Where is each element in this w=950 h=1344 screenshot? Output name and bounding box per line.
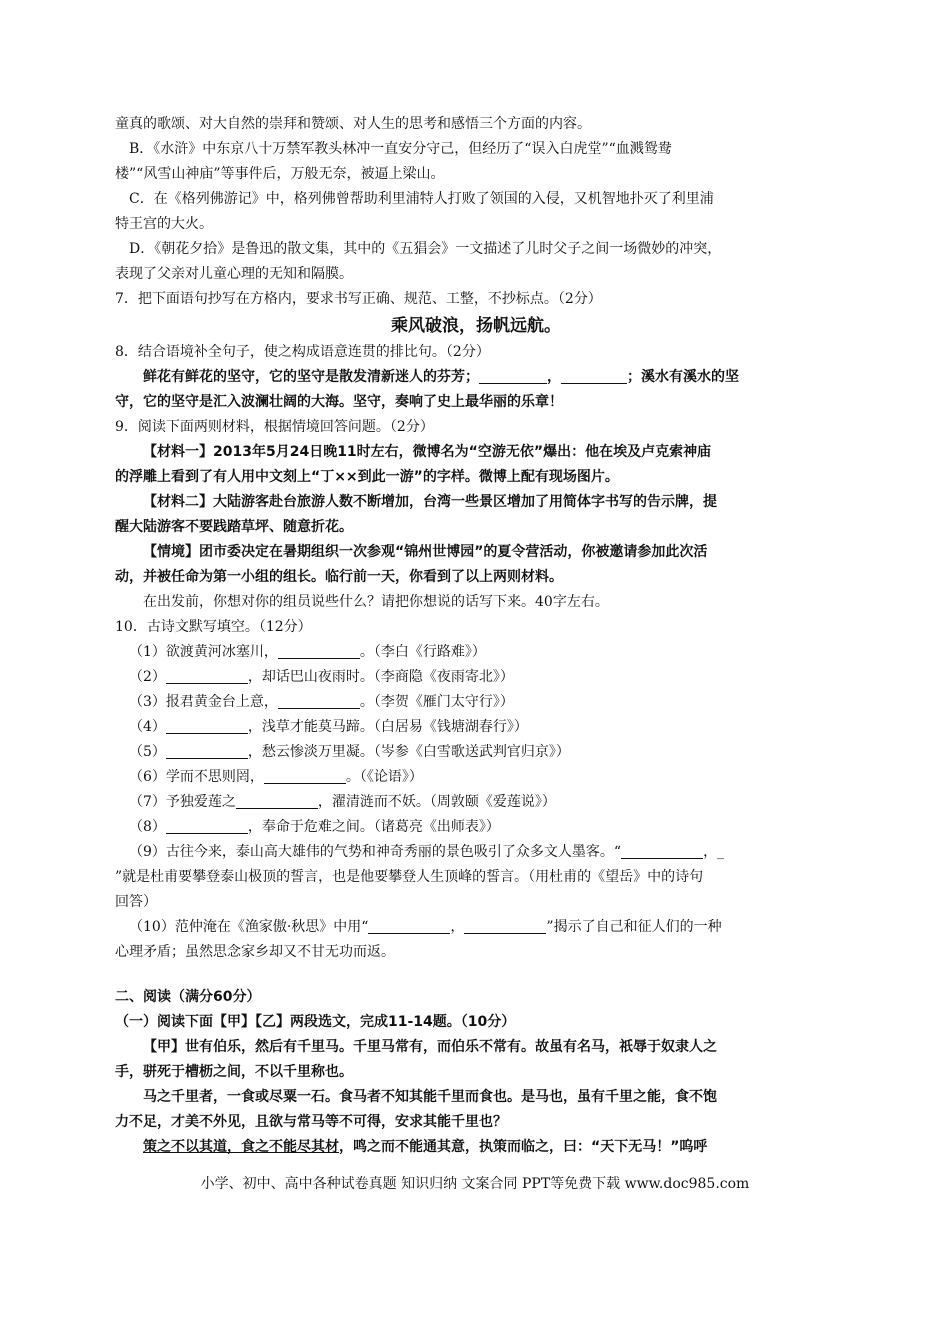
q8-blank-2[interactable] (561, 367, 627, 384)
q7-stem: 7．把下面语句抄写在方格内，要求书写正确、规范、工整，不抄标点。（2分） (115, 291, 602, 307)
q6-option-c-cont: 特王宫的大火。 (115, 216, 213, 232)
q9-material-1: 【材料一】2013年5月24日晚11时左右，微博名为“空游无依”爆出：他在埃及卢克索神庙 (143, 444, 712, 460)
q9-material-2-cont: 醒大陆游客不要践踏草坪、随意折花。 (115, 519, 353, 535)
q9-stem: 9．阅读下面两则材料，根据情境回答问题。（2分） (115, 419, 434, 435)
q10-blank-5[interactable] (166, 742, 248, 759)
q10-item-9: （9）古往今来，泰山高大雄伟的气势和神奇秀丽的景色吸引了众多文人墨客。“ ，_ (129, 844, 725, 860)
q9-situation-cont: 动，并被任命为第一小组的组长。临行前一天，你看到了以上两则材料。 (115, 569, 563, 585)
q8-sentence (115, 365, 837, 390)
underlined-phrase: 策之不以其道，食之不能尽其材 (143, 1139, 339, 1155)
q10-item-10: （10）范仲淹在《渔家傲·秋思》中用“ ， ”揭示了自己和征人们的一种 (129, 919, 722, 935)
q8-part-1: 鲜花有鲜花的坚守，它的坚守是散发清新迷人的芬芳； (143, 369, 479, 385)
q9-ask: 在出发前，你想对你的组员说些什么？请把你想说的话写下来。40字左右。 (143, 594, 609, 610)
q8-comma: ， (547, 369, 561, 385)
q6-option-d-cont: 表现了父亲对儿童心理的无知和隔膜。 (115, 266, 353, 282)
q10-item-9-cont: ”就是杜甫要攀登泰山极顶的誓言，也是他要攀登人生顶峰的誓言。（用杜甫的《望岳》中的诗句 (115, 869, 704, 885)
q10-blank-9[interactable] (621, 842, 703, 859)
q8-blank-1[interactable] (479, 367, 547, 384)
q10-item-3: （3）报君黄金台上意， 。（李贺《雁门太守行》） (129, 694, 514, 710)
q10-item-1: （1）欲渡黄河冰塞川， 。（李白《行路难》） (129, 644, 486, 660)
q10-stem: 10．古诗文默写填空。（12分） (115, 619, 312, 635)
exam-page (115, 112, 837, 1160)
q10-item-10-cont: 心理矛盾；虽然思念家乡却又不甘无功而返。 (115, 944, 395, 960)
q6-option-b-cont: 楼”“风雪山神庙”等事件后，万般无奈，被逼上梁山。 (115, 166, 445, 182)
passage-jia-p3: 策之不以其道，食之不能尽其材，鸣之而不能通其意，执策而临之，曰：“天下无马！”呜呼 (143, 1139, 708, 1155)
q10-item-4: （4） ，浅草才能莫马蹄。（白居易《钱塘湖春行》） (129, 719, 528, 735)
q7-copy-phrase: 乘风破浪，扬帆远航。 (391, 316, 561, 336)
passage-jia-p2-cont: 力不足，才美不外见，且欲与常马等不可得，安求其能千里也？ (115, 1114, 507, 1130)
q6-option-a-tail: 童真的歌颂、对大自然的崇拜和赞颂、对人生的思考和感悟三个方面的内容。 (115, 116, 591, 132)
q10-blank-10b[interactable] (464, 917, 546, 934)
q6-option-d: D．《朝花夕拾》是鲁迅的散文集，其中的《五猖会》一文描述了儿时父子之间一场微妙的冲突， (129, 241, 722, 257)
q10-item-6: （6）学而不思则罔， 。（《论语》） (129, 769, 423, 785)
q9-material-1-cont: 的浮雕上看到了有人用中文刻上“丁××到此一游”的字样。微博上配有现场图片。 (115, 469, 619, 485)
q10-item-5: （5） ，愁云惨淡万里凝。（岑参《白雪歌送武判官归京》） (129, 744, 570, 760)
q10-item-9-cont-2: 回答） (115, 894, 157, 910)
q10-blank-2[interactable] (166, 667, 248, 684)
q8-sentence-cont: 守，它的坚守是汇入波澜壮阔的大海。坚守，奏响了史上最华丽的乐章！ (115, 394, 563, 410)
q10-item-8: （8） ，奉命于危难之间。（诸葛亮《出师表》） (129, 819, 500, 835)
q6-option-b: B．《水浒》中东京八十万禁军教头林冲一直安分守己，但经历了“误入白虎堂”“血溅鸳鸯 (129, 141, 672, 157)
q10-blank-3[interactable] (278, 692, 360, 709)
q10-blank-6[interactable] (264, 767, 346, 784)
q10-blank-10a[interactable] (368, 917, 450, 934)
q9-situation: 【情境】团市委决定在暑期组织一次参观“锦州世博园”的夏令营活动，你被邀请参加此次活 (143, 544, 708, 560)
page-footer: 小学、初中、高中各种试卷真题 知识归纳 文案合同 PPT等免费下载 www.doc985.com (200, 1176, 750, 1192)
q10-blank-4[interactable] (166, 717, 248, 734)
passage-jia-p1-cont: 手，骈死于槽枥之间，不以千里称也。 (115, 1064, 353, 1080)
q8-part-2: ；溪水有溪水的坚 (627, 369, 739, 385)
reading-section-title: 二、阅读（满分60分） (115, 989, 261, 1005)
q9-material-2: 【材料二】大陆游客赴台旅游人数不断增加，台湾一些景区增加了用简体字书写的告示牌，提 (143, 494, 717, 510)
q8-stem: 8．结合语境补全句子，使之构成语意连贯的排比句。（2分） (115, 344, 490, 360)
q10-item-7: （7）予独爱莲之 ，濯清涟而不妖。（周敦颐《爱莲说》） (129, 794, 556, 810)
q10-blank-8[interactable] (166, 817, 248, 834)
passage-jia-p2: 马之千里者，一食或尽粟一石。食马者不知其能千里而食也。是马也，虽有千里之能，食不饱 (143, 1089, 717, 1105)
q10-blank-1[interactable] (278, 642, 360, 659)
q6-option-c: C．在《格列佛游记》中，格列佛曾帮助利里浦特人打败了领国的入侵，又机智地扑灭了利里浦 (129, 191, 714, 207)
reading-subsection-title: （一）阅读下面【甲】【乙】两段选文，完成11-14题。（10分） (115, 1014, 516, 1030)
q10-blank-7[interactable] (236, 792, 318, 809)
q10-item-2: （2） ，却话巴山夜雨时。（李商隐《夜雨寄北》） (129, 669, 514, 685)
passage-jia-p1: 【甲】世有伯乐，然后有千里马。千里马常有，而伯乐不常有。故虽有名马，祇辱于奴隶人之 (143, 1039, 717, 1055)
